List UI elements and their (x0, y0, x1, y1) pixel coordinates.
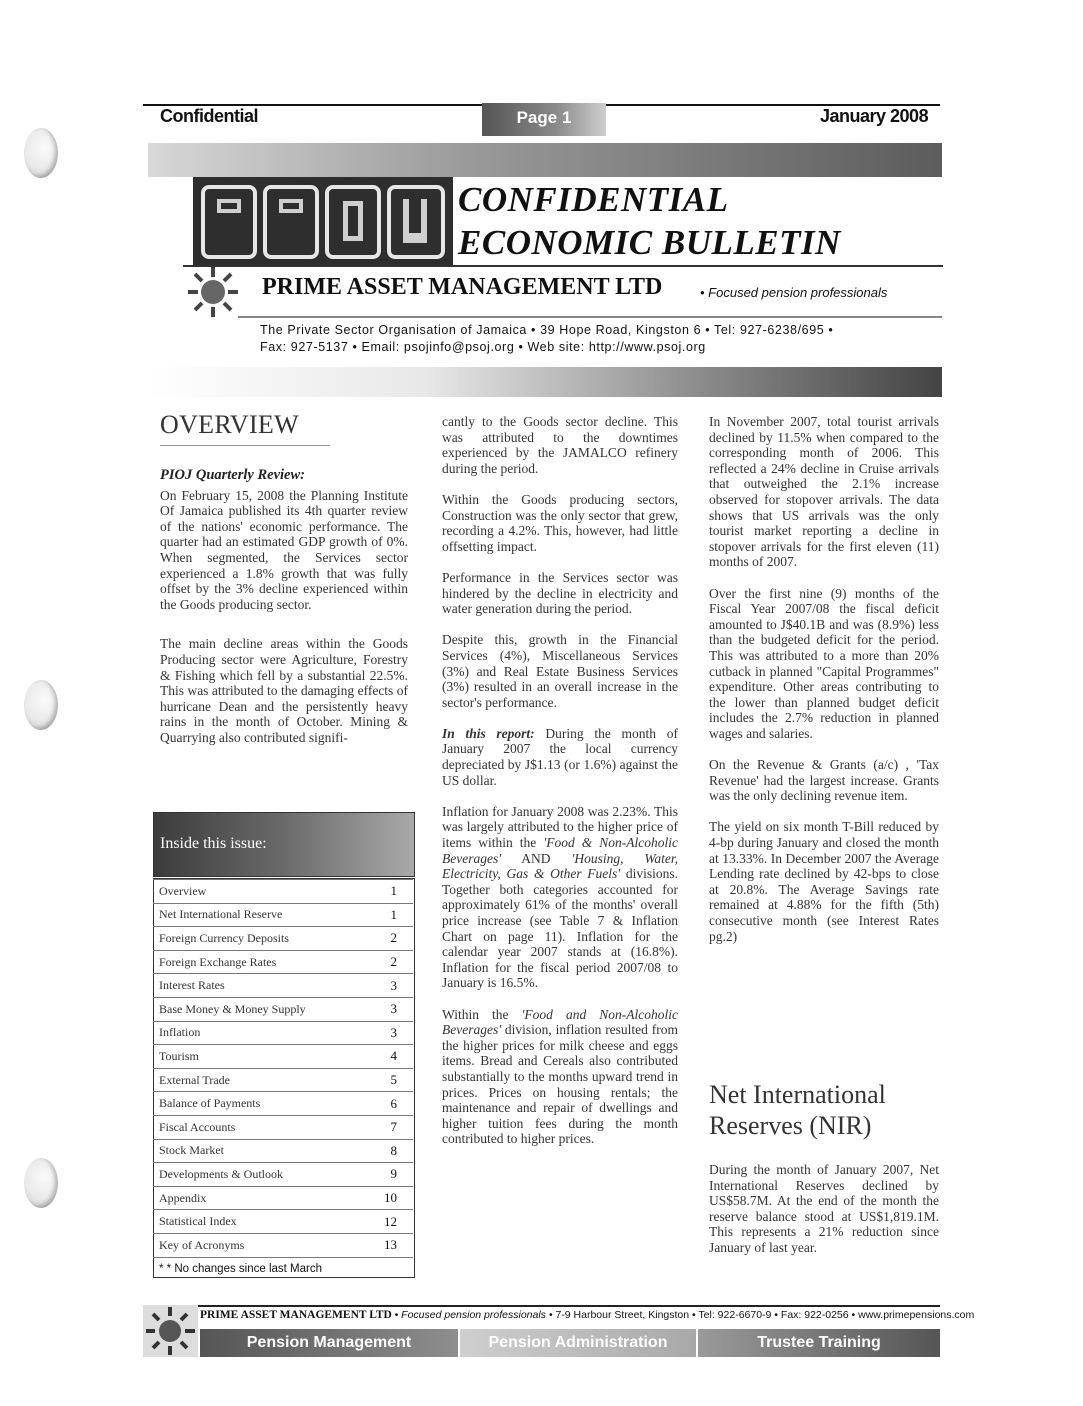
binder-hole (24, 128, 58, 178)
overview-heading: OVERVIEW (160, 410, 299, 439)
toc-label: Base Money & Money Supply (153, 997, 363, 1021)
page-number-badge: Page 1 (482, 103, 606, 136)
contact-line-1: The Private Sector Organisation of Jamaica • 39 Hope Road, Kingston 6 • Tel: 927-6238/695 • (260, 323, 834, 337)
masthead-gradient-bottom (148, 367, 942, 397)
toc-row (153, 997, 413, 1021)
toc-row (153, 950, 413, 974)
toc-page: 5 (363, 1068, 413, 1092)
overview-paragraph-1: On February 15, 2008 the Planning Institute Of Jamaica published its 4th quarter review of the nations' economic performance. The quarter had an estimated GDP growth of 0%. When segmented, the Services sector experienced a 1.8% growth that was fully offset by the 3% decline experienced within the Goods producing sector. (160, 487, 408, 612)
contact-rule (238, 316, 942, 318)
toc-row (153, 1045, 413, 1069)
toc-note: * * No changes since last March (153, 1257, 413, 1280)
toc-page: 6 (363, 1092, 413, 1116)
footer-tagline: • Focused pension professionals • (394, 1309, 553, 1321)
header-date: January 2008 (820, 106, 929, 126)
inside-issue-title: Inside this issue: (160, 835, 267, 852)
toc-page: 4 (363, 1045, 413, 1069)
toc-label: Foreign Exchange Rates (153, 950, 363, 974)
toc-label: Inflation (153, 1021, 363, 1045)
nir-heading: Net International Reserves (NIR) (709, 1080, 886, 1140)
psoj-logo (193, 177, 453, 267)
toc-row (153, 1115, 413, 1139)
bulletin-title-line2: ECONOMIC BULLETIN (458, 223, 841, 262)
toc-label: Net International Reserve (153, 903, 363, 927)
footer-rule (143, 1305, 940, 1307)
inside-issue-table (153, 879, 413, 1280)
column3-paragraph-2: Over the first nine (9) months of the Fiscal Year 2007/08 the fiscal deficit amounted to J$40.1B and was (8.9%) less than the budgeted deficit for the period. This was attributed to a more than 20% cutback in planned "Capital Programmes" expenditure. Other areas contributing to the lower than planned budget deficit includes the 2.7% reduction in planned wages and salaries. (709, 585, 939, 741)
toc-label: Overview (153, 880, 363, 904)
toc-page: 1 (363, 880, 413, 904)
toc-row (153, 1233, 413, 1257)
toc-note-row (153, 1257, 413, 1280)
inflation-text-d: 'Housing, Water, Electricity, Gas & Other Fuels' (442, 850, 678, 882)
food-text-c: division, inflation resulted from the higher prices for milk cheese and eggs items. Bread and Cereals also contributed substantially to the months upward trend in prices. Prices on housing rentals; the maintenance and repair of dwellings and higher tuition fees during the month contributed to higher prices. (442, 1022, 678, 1147)
toc-label: Fiscal Accounts (153, 1115, 363, 1139)
toc-row (153, 880, 413, 904)
column2-paragraph-4: Despite this, growth in the Financial Services (4%), Miscellaneous Services (3%) and Real Estate Business Services (3%) resulted in an overall increase in the sector's performance. (442, 632, 678, 710)
toc-page: 13 (363, 1233, 413, 1257)
toc-row (153, 927, 413, 951)
toc-page: 9 (363, 1163, 413, 1187)
footer-sun-icon (143, 1305, 198, 1357)
toc-label: Statistical Index (153, 1210, 363, 1234)
inflation-text-e: divisions. Together both categories accounted for approximately 61% of the months' overall price increase (see Table 7 & Inflation Chart on page 11). Inflation for the calendar year 2007 stands at (16.8%). Inflation for the fiscal period 2007/08 to January is 16.5%. (442, 866, 678, 991)
toc-row (153, 903, 413, 927)
footer-pension-management: Pension Management (200, 1329, 458, 1357)
inflation-text-a: Inflation for January 2008 was 2.23%. This was largely attributed to the higher price of items within the (442, 803, 678, 851)
toc-label: Appendix (153, 1186, 363, 1210)
binder-hole (24, 1158, 58, 1208)
toc-page: 7 (363, 1115, 413, 1139)
column2-paragraph-5 (442, 726, 678, 788)
column3-paragraph-1: In November 2007, total tourist arrivals declined by 11.5% when compared to the corresponding month of 2006. This reflected a 24% decline in Cruise arrivals that outweighed the 2.1% increase observed for stopover arrivals. The data shows that US arrivals was the only tourist market reporting a decline in stopover arrivals for the first eleven (11) months of 2007. (709, 414, 939, 570)
toc-row (153, 1068, 413, 1092)
toc-page: 3 (363, 974, 413, 998)
toc-page: 1 (363, 903, 413, 927)
toc-row (153, 1163, 413, 1187)
toc-label: Stock Market (153, 1139, 363, 1163)
toc-label: Key of Acronyms (153, 1233, 363, 1257)
footer-trustee-training: Trustee Training (698, 1329, 940, 1357)
nir-column (709, 1162, 939, 1271)
contact-line-2: Fax: 927-5137 • Email: psojinfo@psoj.org • Web site: http://www.psoj.org (260, 340, 706, 354)
column3-paragraph-3: On the Revenue & Grants (a/c) , 'Tax Revenue' had the largest increase. Grants was the only declining revenue item. (709, 757, 939, 804)
toc-page: 12 (363, 1210, 413, 1234)
binder-hole (24, 680, 58, 730)
toc-label: Tourism (153, 1045, 363, 1069)
inflation-text-c: AND (501, 850, 572, 866)
toc-page: 3 (363, 997, 413, 1021)
company-name: PRIME ASSET MANAGEMENT LTD (262, 274, 663, 300)
overview-column (160, 468, 408, 761)
inflation-text-b: 'Food & Non-Alcoholic Beverages' (442, 835, 678, 866)
column2-paragraph-7 (442, 1007, 678, 1147)
sun-logo-icon (186, 265, 240, 319)
column-3 (709, 414, 939, 960)
food-text-b: 'Food and Non-Alcoholic Beverages' (442, 1006, 678, 1038)
toc-page: 2 (363, 950, 413, 974)
overview-paragraph-2: The main decline areas within the Goods Producing sector were Agriculture, Forestry & Fishing which fell by a substantial 22.5%. This was attributed to the damaging effects of hurricane Dean and the persistently heavy rains in the month of October. Mining & Quarrying also contributed signifi- (160, 636, 408, 745)
header-confidential: Confidential (160, 106, 258, 126)
column2-paragraph-2: Within the Goods producing sectors, Construction was the only sector that grew, recording a 4.2%. This, however, had little offsetting impact. (442, 491, 678, 554)
toc-row (153, 1139, 413, 1163)
column3-paragraph-4: The yield on six month T-Bill reduced by 4-bp during January and closed the month at 13.33%. In December 2007 the Average Lending rate declined by 42-bps to close at 20.8%. The Average Savings rate remained at 4.88% for the fifth (5th) consecutive month (see Interest Rates pg.2) (709, 819, 939, 944)
in-this-report-text: During the month of January 2007 the local currency depreciated by J$1.13 (or 1.6%) against the US dollar. (442, 725, 678, 788)
footer-address: 7-9 Harbour Street, Kingston • Tel: 922-6670-9 • Fax: 922-0256 • www.primepensions.com (552, 1309, 975, 1321)
column2-paragraph-1: cantly to the Goods sector decline. This was attributed to the downtimes experienced by the JAMALCO refinery during the period. (442, 414, 678, 476)
column2-paragraph-3: Performance in the Services sector was hindered by the decline in electricity and water generation during the period. (442, 569, 678, 617)
toc-page: 3 (363, 1021, 413, 1045)
contact-info (260, 322, 940, 356)
toc-page: 10 (363, 1186, 413, 1210)
company-tagline: • Focused pension professionals (700, 285, 888, 300)
toc-page: 2 (363, 927, 413, 951)
column-2 (442, 414, 678, 1163)
toc-row (153, 1021, 413, 1045)
food-text-a: Within the (442, 1006, 522, 1022)
in-this-report-label: In this report: (442, 725, 535, 741)
toc-row (153, 1092, 413, 1116)
toc-page: 8 (363, 1139, 413, 1163)
nir-paragraph: During the month of January 2007, Net International Reserves declined by US$58.7M. At the end of the month the reserve balance stood at US$1,819.1M. This represents a 21% reduction since January of last year. (709, 1162, 939, 1255)
toc-row (153, 1186, 413, 1210)
footer-company: PRIME ASSET MANAGEMENT LTD (200, 1309, 392, 1321)
toc-label: Interest Rates (153, 974, 363, 998)
bulletin-title (458, 178, 841, 264)
masthead-gradient-top (148, 143, 942, 177)
toc-row (153, 1210, 413, 1234)
pioj-subheading: PIOJ Quarterly Review: (160, 467, 305, 483)
toc-label: Foreign Currency Deposits (153, 927, 363, 951)
toc-label: Developments & Outlook (153, 1163, 363, 1187)
bulletin-title-line1: CONFIDENTIAL (458, 180, 729, 219)
toc-label: Balance of Payments (153, 1092, 363, 1116)
overview-rule (160, 445, 330, 446)
toc-label: External Trade (153, 1068, 363, 1092)
column2-paragraph-6 (442, 804, 678, 991)
footer-pension-administration: Pension Administration (460, 1329, 696, 1357)
toc-row (153, 974, 413, 998)
footer-contact (200, 1309, 974, 1321)
